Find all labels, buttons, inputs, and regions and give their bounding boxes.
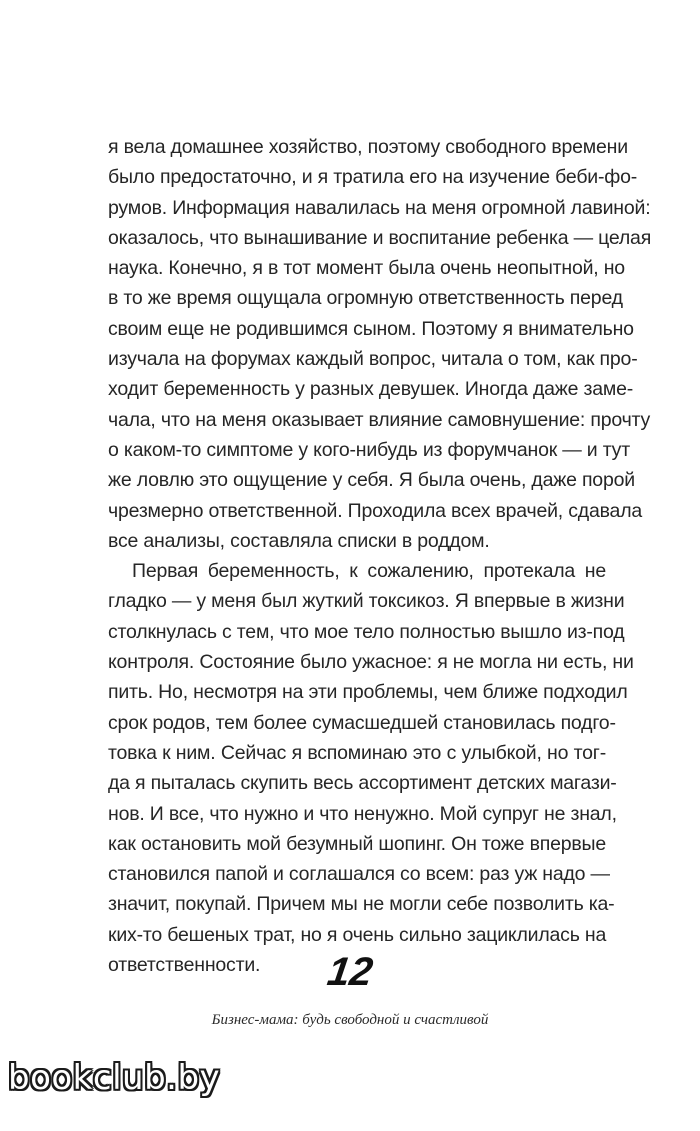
text-line: Первая беременность, к сожалению, протекала не <box>132 560 606 583</box>
text-line: контроля. Состояние было ужасное: я не могла ни есть, ни <box>108 651 634 674</box>
text-line: о каком-то симптоме у кого-нибудь из форумчанок — и тут <box>108 438 630 461</box>
text-line: значит, покупай. Причем мы не могли себе позволить ка- <box>108 893 615 916</box>
text-line: ответственности. <box>108 954 261 977</box>
text-line: я вела домашнее хозяйство, поэтому свободного времени <box>108 136 628 158</box>
text-line: наука. Конечно, я в тот момент была очень неопытной, но <box>108 257 625 280</box>
text-line: все анализы, составляла списки в роддом. <box>108 529 490 552</box>
watermark: bookclub.by <box>8 1058 221 1098</box>
text-line: чрезмерно ответственной. Проходила всех врачей, сдавала <box>108 499 643 522</box>
text-line: оказалось, что вынашивание и воспитание ребенка — целая <box>108 226 652 249</box>
text-line: ких-то бешеных трат, но я очень сильно зациклилась на <box>108 923 607 946</box>
text-line: же ловлю это ощущение у себя. Я была очень, даже порой <box>108 469 635 492</box>
text-line: гладко — у меня был жуткий токсикоз. Я впервые в жизни <box>108 590 625 613</box>
paragraph-2 <box>108 556 634 980</box>
text-line: товка к ним. Сейчас я вспоминаю это с улыбкой, но тог- <box>108 741 606 764</box>
text-line: да я пыталась скупить весь ассортимент детских магази- <box>108 772 617 795</box>
text-line: пить. Но, несмотря на эти проблемы, чем ближе подходил <box>108 681 628 704</box>
text-line: как остановить мой безумный шопинг. Он тоже впервые <box>108 832 606 855</box>
text-line: столкнулась с тем, что мое тело полностью вышло из-под <box>108 620 625 643</box>
page-number: 12 <box>324 950 376 994</box>
running-title: Бизнес-мама: будь свободной и счастливой <box>211 1012 489 1028</box>
text-line: в то же время ощущала огромную ответственность перед <box>108 287 623 310</box>
text-line: срок родов, тем более сумасшедшей становилась подго- <box>108 711 616 734</box>
text-line: изучала на форумах каждый вопрос, читала о том, как про- <box>108 348 638 371</box>
text-line: становился папой и соглашался со всем: раз уж надо — <box>108 863 610 886</box>
text-line: ходит беременность у разных девушек. Иногда даже заме- <box>108 378 634 401</box>
text-line: своим еще не родившимся сыном. Поэтому я внимательно <box>108 317 634 340</box>
paragraph-1 <box>108 132 652 556</box>
text-line: чала, что на меня оказывает влияние самовнушение: прочту <box>108 408 651 431</box>
text-line: было предостаточно, и я тратила его на изучение беби-фо- <box>108 166 638 189</box>
text-line: нов. И все, что нужно и что ненужно. Мой супруг не знал, <box>108 802 617 825</box>
text-line: румов. Информация навалилась на меня огромной лавиной: <box>108 196 651 219</box>
body-text <box>108 132 652 980</box>
